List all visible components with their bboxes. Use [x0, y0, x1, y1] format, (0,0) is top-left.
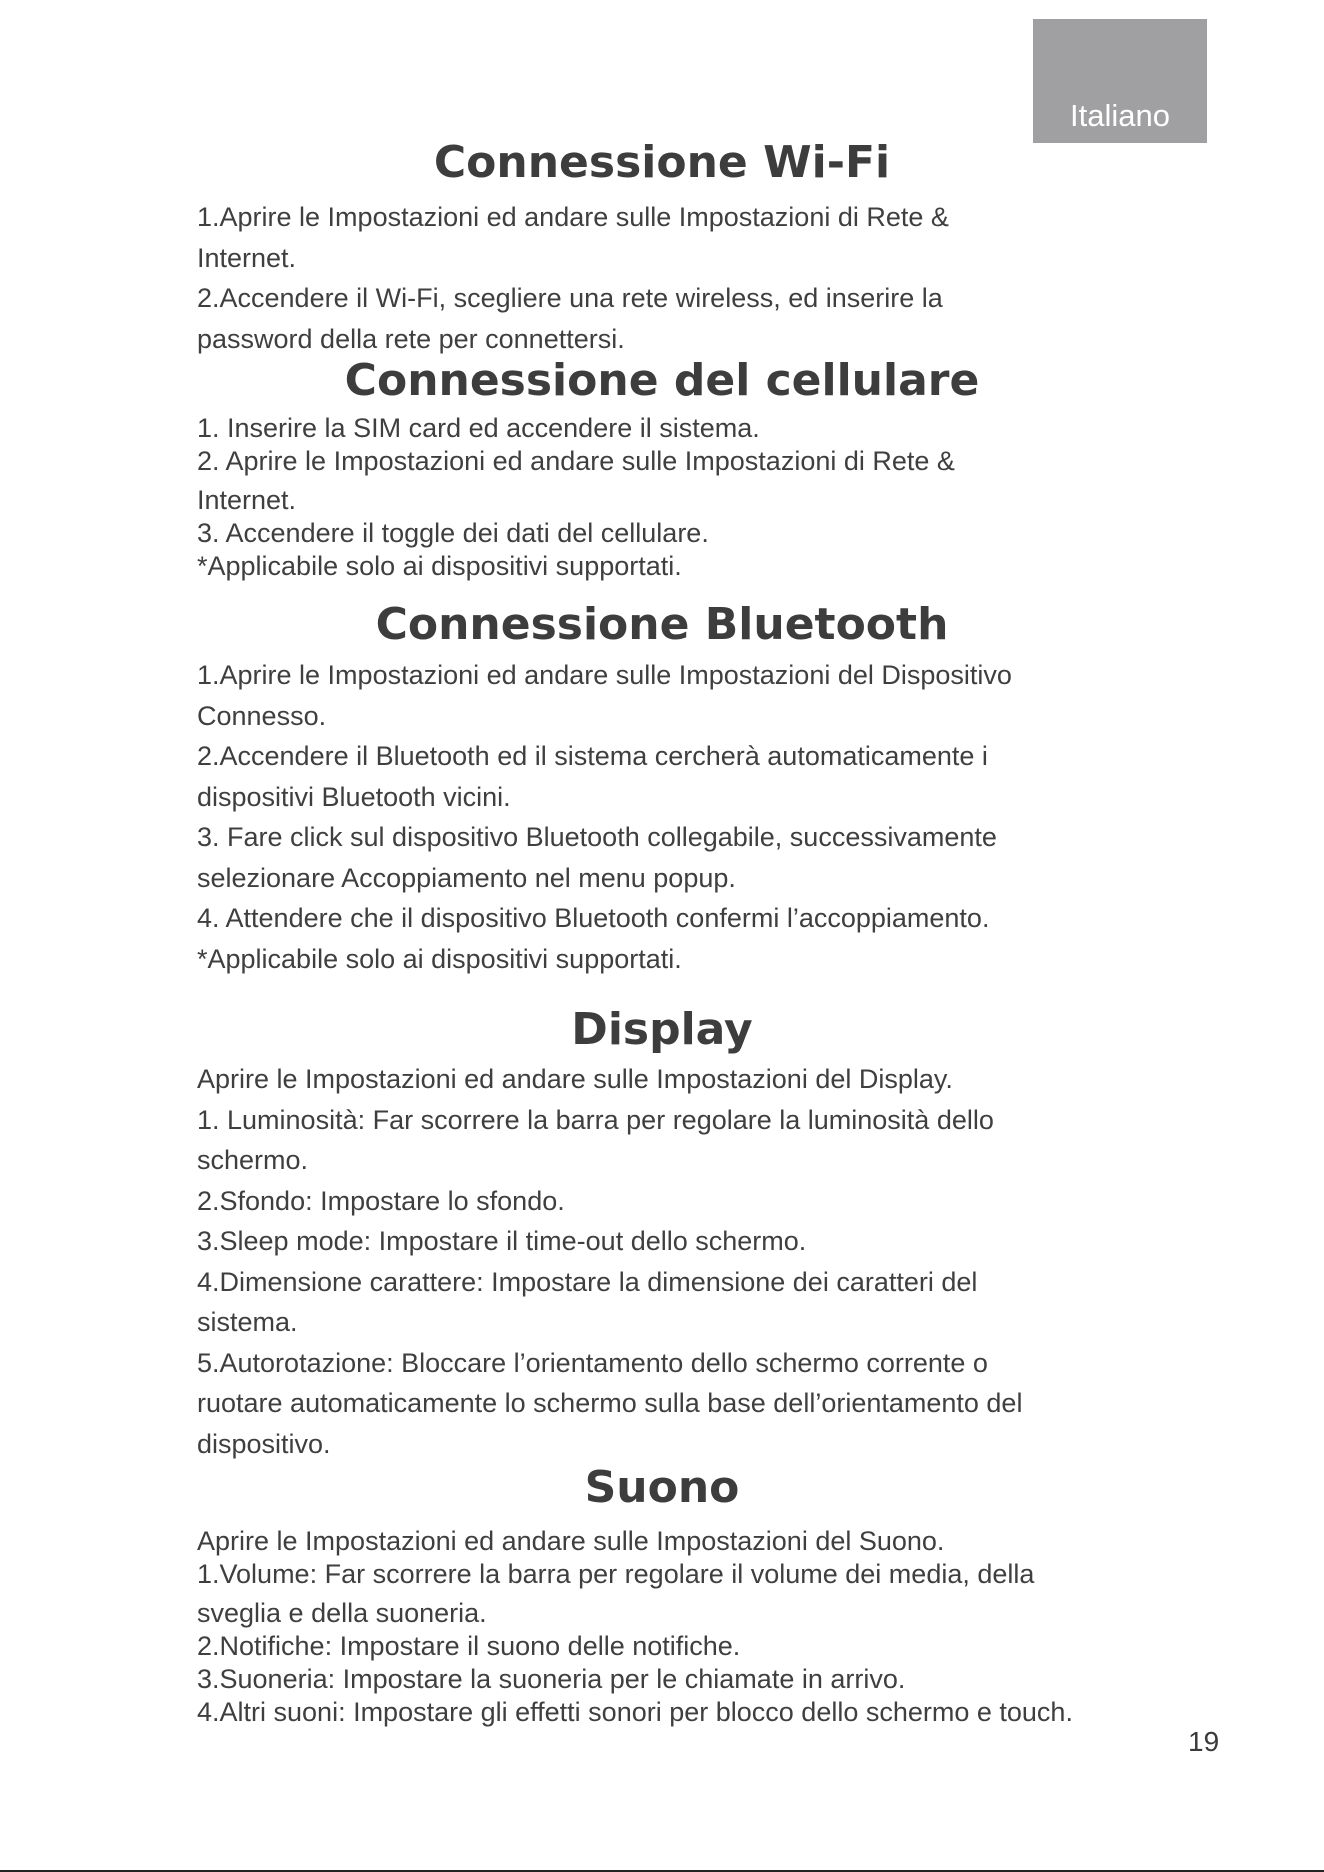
- text-line: 1. Inserire la SIM card ed accendere il sistema.: [197, 413, 760, 443]
- text-line: Aprire le Impostazioni ed andare sulle Impostazioni del Display.: [197, 1064, 953, 1094]
- section-sound-body: [197, 1525, 1197, 1729]
- text-line: password della rete per connettersi.: [197, 323, 625, 354]
- section-bluetooth-body: [197, 655, 1197, 979]
- text-line: Internet.: [197, 242, 297, 273]
- text-line: ruotare automaticamente lo schermo sulla base dell’orientamento del: [197, 1388, 1023, 1418]
- text-line: 2.Accendere il Wi-Fi, scegliere una rete wireless, ed inserire la: [197, 283, 943, 313]
- text-line: 2. Aprire le Impostazioni ed andare sulle Impostazioni di Rete &: [197, 446, 955, 476]
- text-line: Connesso.: [197, 700, 327, 731]
- text-line: 4.Dimensione carattere: Impostare la dimensione dei caratteri del: [197, 1266, 978, 1297]
- section-wifi-body: [197, 197, 1197, 359]
- text-line: 2.Notifiche: Impostare il suono delle notifiche.: [197, 1631, 741, 1661]
- text-line: 2.Accendere il Bluetooth ed il sistema cercherà automaticamente i: [197, 741, 988, 771]
- text-line: 3.Suoneria: Impostare la suoneria per le chiamate in arrivo.: [197, 1664, 906, 1694]
- text-line: sveglia e della suoneria.: [197, 1598, 487, 1628]
- heading-cellular: Connessione del cellulare: [344, 355, 980, 406]
- text-line: 4. Attendere che il dispositivo Bluetooth confermi l’accoppiamento.: [197, 903, 990, 933]
- text-line: selezionare Accoppiamento nel menu popup.: [197, 862, 736, 893]
- language-tab: Italiano: [1033, 19, 1207, 143]
- heading-sound: Suono: [584, 1462, 740, 1513]
- text-line: 3. Accendere il toggle dei dati del cellulare.: [197, 518, 709, 548]
- heading-display: Display: [571, 1004, 753, 1055]
- section-cellular-body: [197, 412, 1197, 583]
- text-line: 2.Sfondo: Impostare lo sfondo.: [197, 1185, 565, 1216]
- text-line: 4.Altri suoni: Impostare gli effetti sonori per blocco dello schermo e touch.: [197, 1697, 1073, 1727]
- text-line: *Applicabile solo ai dispositivi supportati.: [197, 551, 682, 581]
- text-line: dispositivo.: [197, 1428, 331, 1459]
- heading-bluetooth: Connessione Bluetooth: [375, 599, 949, 650]
- text-line: sistema.: [197, 1307, 298, 1337]
- text-line: Aprire le Impostazioni ed andare sulle Impostazioni del Suono.: [197, 1526, 945, 1556]
- text-line: Internet.: [197, 485, 297, 515]
- section-display-body: [197, 1059, 1197, 1464]
- text-line: 1.Aprire le Impostazioni ed andare sulle Impostazioni di Rete &: [197, 202, 949, 232]
- text-line: 3.Sleep mode: Impostare il time-out dello schermo.: [197, 1226, 807, 1256]
- text-line: *Applicabile solo ai dispositivi supportati.: [197, 943, 682, 974]
- text-line: schermo.: [197, 1145, 309, 1175]
- text-line: dispositivi Bluetooth vicini.: [197, 781, 511, 812]
- heading-wifi: Connessione Wi-Fi: [433, 137, 891, 188]
- text-line: 1. Luminosità: Far scorrere la barra per regolare la luminosità dello: [197, 1104, 994, 1135]
- text-line: 5.Autorotazione: Bloccare l’orientamento dello schermo corrente o: [197, 1347, 988, 1378]
- text-line: 3. Fare click sul dispositivo Bluetooth collegabile, successivamente: [197, 822, 997, 852]
- page-number: 19: [1188, 1726, 1220, 1757]
- text-line: 1.Aprire le Impostazioni ed andare sulle Impostazioni del Dispositivo: [197, 660, 1012, 690]
- text-line: 1.Volume: Far scorrere la barra per regolare il volume dei media, della: [197, 1559, 1035, 1589]
